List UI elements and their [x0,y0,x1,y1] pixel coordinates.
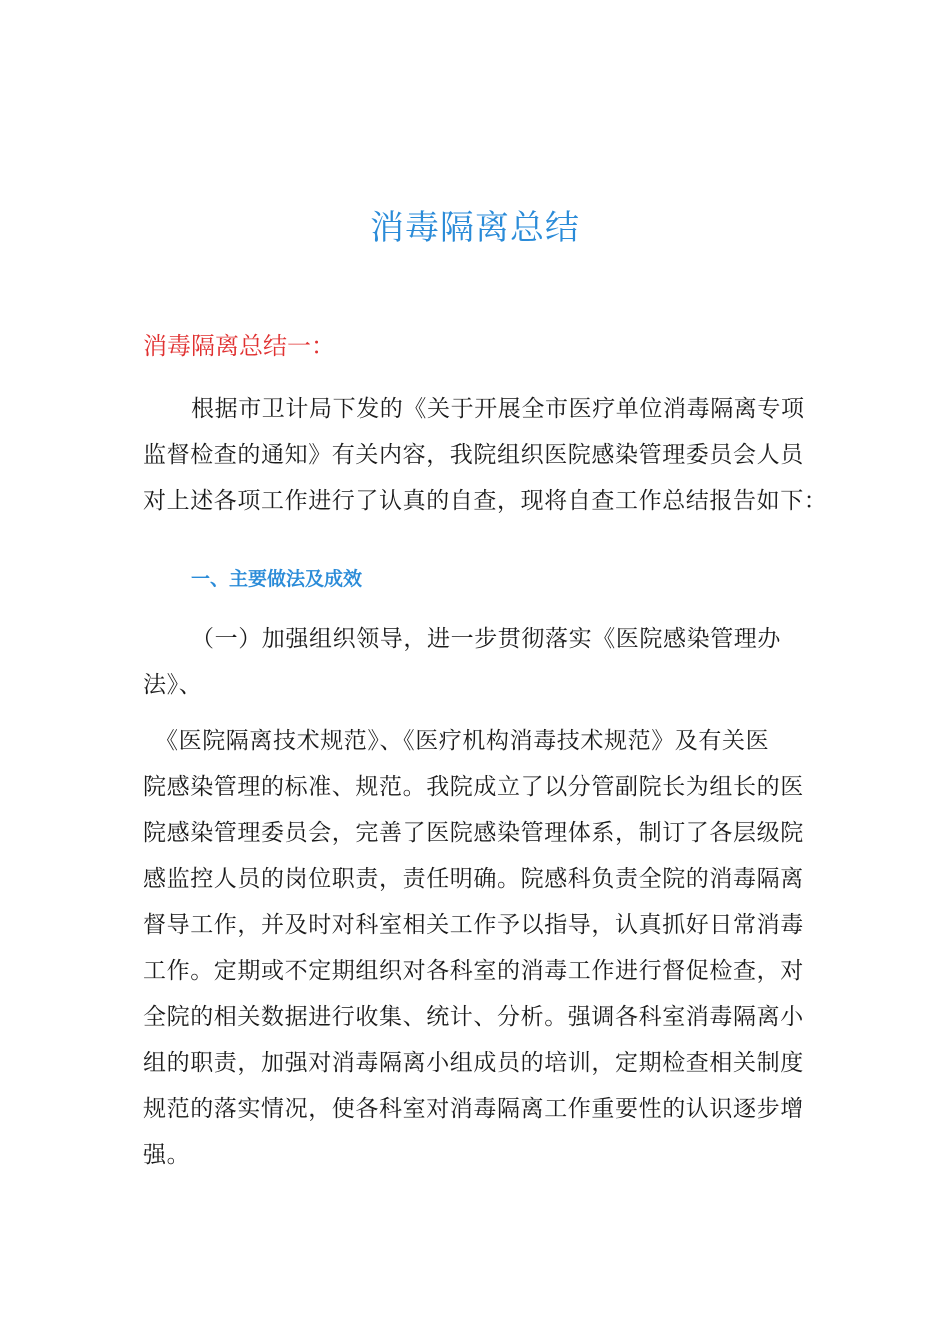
intro-paragraph [143,386,828,524]
intro-line: 监督检查的通知》有关内容，我院组织医院感染管理委员会人员 [143,442,804,468]
main-line: 院感染管理的标准、规范。我院成立了以分管副院长为组长的医 [143,774,804,800]
main-line: 感监控人员的岗位职责，责任明确。院感科负责全院的消毒隔离 [143,866,804,892]
main-paragraph [143,718,813,1178]
section-title: 消毒隔离总结一： [143,332,335,360]
subsection-line: 法》、 [143,672,203,698]
subsection-line: （一）加强组织领导，进一步贯彻落实《医院感染管理办 [191,626,781,652]
document-title: 消毒隔离总结 [370,208,580,248]
main-line: 院感染管理委员会，完善了医院感染管理体系，制订了各层级院 [143,820,804,846]
main-line: 工作。定期或不定期组织对各科室的消毒工作进行督促检查，对 [143,958,804,984]
main-line: 组的职责，加强对消毒隔离小组成员的培训，定期检查相关制度 [143,1050,804,1076]
intro-line: 对上述各项工作进行了认真的自查，现将自查工作总结报告如下： [143,488,828,514]
main-line: 《医院隔离技术规范》、《医疗机构消毒技术规范》及有关医 [155,728,770,754]
intro-line: 根据市卫计局下发的《关于开展全市医疗单位消毒隔离专项 [191,396,805,422]
main-line: 规范的落实情况，使各科室对消毒隔离工作重要性的认识逐步增 [143,1096,804,1122]
main-line: 强。 [143,1142,191,1168]
main-line: 督导工作，并及时对科室相关工作予以指导，认真抓好日常消毒 [143,912,804,938]
subsection-paragraph [143,616,813,708]
main-line: 全院的相关数据进行收集、统计、分析。强调各科室消毒隔离小 [143,1004,804,1030]
section-heading: 一、主要做法及成效 [191,568,363,590]
